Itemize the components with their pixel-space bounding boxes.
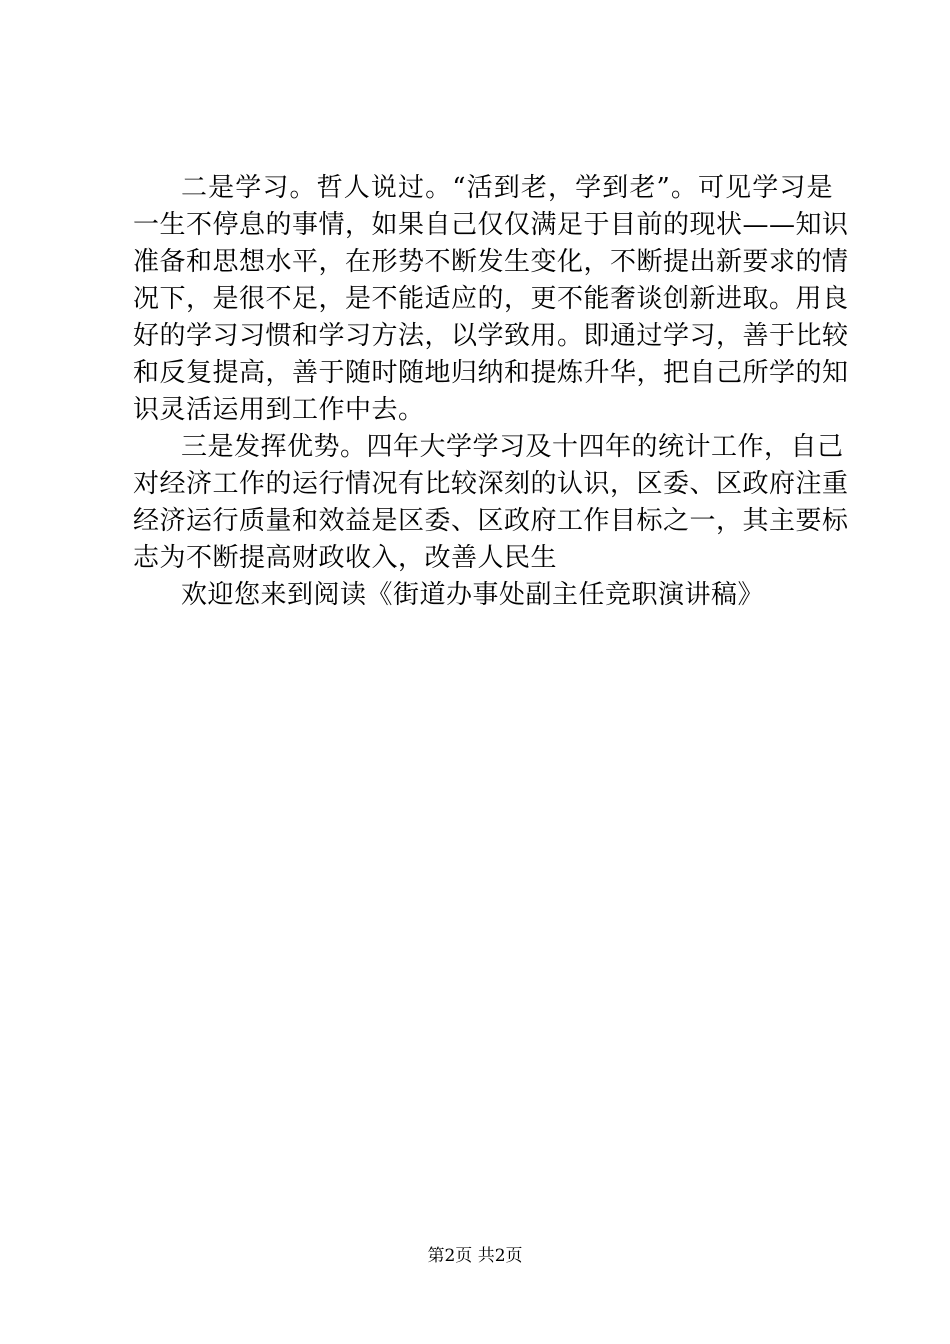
paragraph-2-line-1: 三是发挥优势。四年大学学习及十四年的统计工作，自己 [181,432,844,462]
paragraph-1-line-1: 二是学习。哲人说过。“活到老，学到老”。可见学习是 [181,173,833,203]
closing-line: 欢迎您来到阅读《街道办事处副主任竞职演讲稿》 [181,580,765,610]
paragraph-1-line-7: 识灵活运用到工作中去。 [133,395,425,425]
paragraph-2-line-2: 对经济工作的运行情况有比较深刻的认识，区委、区政府注重 [133,469,849,499]
paragraph-1-line-4: 况下，是很不足，是不能适应的，更不能奢谈创新进取。用良 [133,284,849,314]
paragraph-1-line-5: 好的学习习惯和学习方法，以学致用。即通过学习，善于比较 [133,321,849,351]
paragraph-2-line-4: 志为不断提高财政收入，改善人民生 [133,543,558,573]
paragraph-1-line-6: 和反复提高，善于随时随地归纳和提炼升华，把自己所学的知 [133,358,849,388]
paragraph-1-line-2: 一生不停息的事情，如果自己仅仅满足于目前的现状——知识 [133,210,849,240]
paragraph-1-line-3: 准备和思想水平，在形势不断发生变化，不断提出新要求的情 [133,247,849,277]
document-body [133,170,849,614]
page-footer [0,1244,950,1268]
paragraph-2-line-3: 经济运行质量和效益是区委、区政府工作目标之一，其主要标 [133,506,849,536]
page-number: 第2页 共2页 [427,1246,523,1266]
